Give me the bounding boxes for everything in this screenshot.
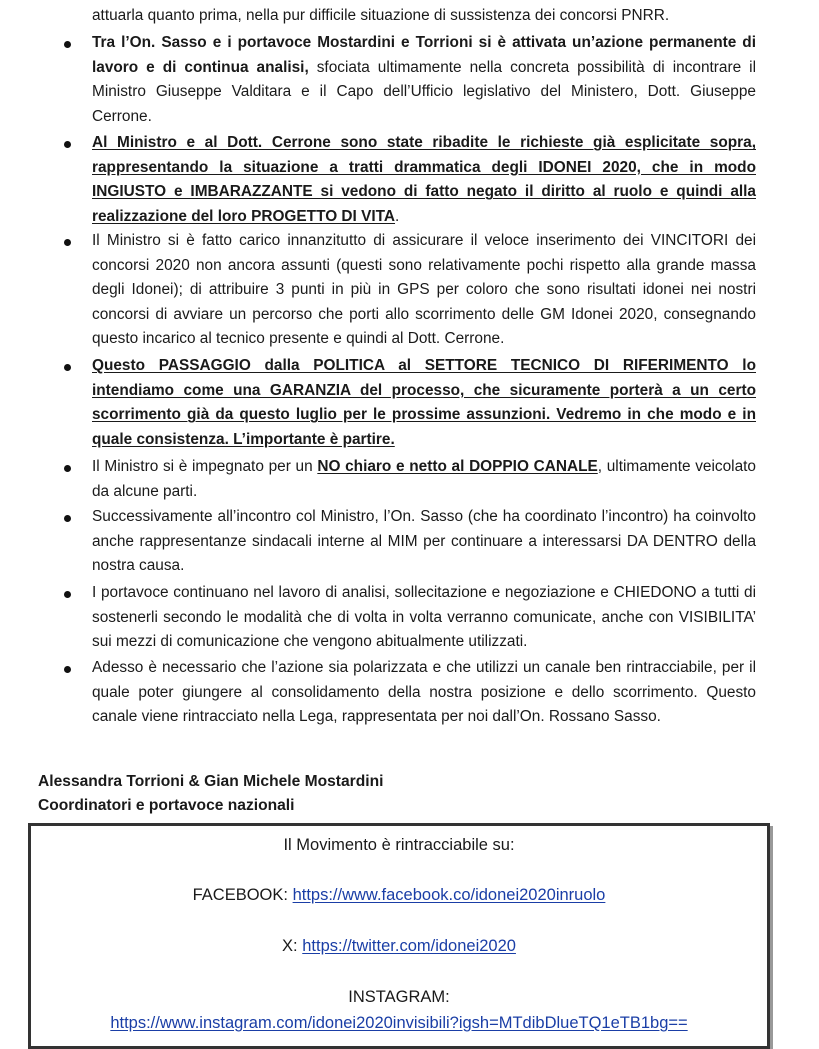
list-item-text: Il Ministro si è impegnato per un [92,458,318,475]
bullet-icon [64,364,71,371]
bullet-icon [64,239,71,246]
list-item [92,656,756,730]
x-label: X: [282,937,303,955]
signature-role: Coordinatori e portavoce nazionali [38,797,295,814]
facebook-line [31,886,767,905]
x-line [31,937,767,956]
signature-block [38,770,383,818]
list-item [92,4,756,29]
list-item-text: , ultimamente veicolato da alcune parti. [92,458,756,500]
list-item-text: attuarla quanto prima, nella pur difficile situazione di sussistenza dei concorsi PNRR. [92,7,670,24]
list-item-text: Adesso è necessario che l’azione sia polarizzata e che utilizzi un canale ben rintracciabile, per il quale poter giungere al consolidamento della nostra posizione e dello scorrimento. Questo canale viene rintracciato nella Lega, rappresentata per noi dall’On. Rossano Sasso. [92,659,756,726]
bullet-icon [64,41,71,48]
list-item-text: . [395,207,400,225]
contact-box [28,823,770,1049]
instagram-label: INSTAGRAM: [348,988,450,1006]
list-item [92,229,756,352]
instagram-link[interactable]: https://www.instagram.com/idonei2020invisibili?igsh=MTdibDlueTQ1eTB1bg== [110,1014,688,1032]
facebook-label: FACEBOOK: [192,886,293,904]
list-item-text: Al Ministro e al Dott. Cerrone sono state ribadite le richieste già esplicitate sopra, rappresentando la situazione a tratti drammatica degli IDONEI 2020, che in modo INGIUSTO e IMBARAZZANTE si vedono di fatto negato il diritto al ruolo e quindi alla realizzazione del loro PROGETTO DI VITA [92,134,756,225]
list-item [92,505,756,579]
list-item [92,581,756,655]
facebook-link[interactable]: https://www.facebook.co/idonei2020inruolo [292,886,606,904]
list-item-text: I portavoce continuano nel lavoro di analisi, sollecitazione e negoziazione e CHIEDONO a tutti di sostenerli secondo le modalità che di volta in volta verranno comunicate, anche con VISIBILITA’ sui mezzi di comunicazione che vengono abitualmente utilizzati. [92,584,756,651]
list-item-text: sfociata ultimamente nella concreta possibilità di incontrare il Ministro Giuseppe Valditara e il Capo dell’Ufficio legislativo del Ministero, Dott. Giuseppe Cerrone. [92,58,756,125]
contact-heading: Il Movimento è rintracciabile su: [283,836,515,854]
bullet-icon [64,591,71,598]
bullet-icon [64,465,71,472]
list-item-text: Questo PASSAGGIO dalla POLITICA al SETTORE TECNICO DI RIFERIMENTO lo intendiamo come una GARANZIA del processo, che sicuramente porterà a un certo scorrimento già da questo luglio per le prossime assunzioni. Vedremo in che modo e in quale consistenza. L’importante è partire. [92,357,756,448]
signature-names: Alessandra Torrioni & Gian Michele Mostardini [38,773,384,790]
list-item [92,354,756,452]
list-item-text: Tra l’On. Sasso e i portavoce Mostardini e Torrioni si è attivata un’azione permanente di lavoro e di continua analisi, [92,34,756,76]
list-item [92,455,756,504]
list-item [92,31,756,129]
list-item-text: NO chiaro e netto al DOPPIO CANALE [317,458,598,475]
bullet-icon [64,666,71,673]
bullet-icon [64,141,71,148]
x-link[interactable]: https://twitter.com/idonei2020 [302,937,516,955]
list-item-text: Il Ministro si è fatto carico innanzitutto di assicurare il veloce inserimento dei VINCITORI dei concorsi 2020 non ancora assunti (questi sono relativamente pochi rispetto alla grande massa degli Idonei); di attribuire 3 punti in più in GPS per coloro che sono risultati idonei nei nostri concorsi di avviare un percorso che porti allo scorrimento delle GM Idonei 2020, consegnando questo incarico al tecnico presente e quindi al Dott. Cerrone. [92,232,756,348]
list-item [92,131,756,229]
bullet-icon [64,515,71,522]
list-item-text: Successivamente all’incontro col Ministro, l’On. Sasso (che ha coordinato l’incontro) ha coinvolto anche rappresentanze sindacali interne al MIM per continuare a interessarsi DA DENTRO della nostra causa. [92,508,756,575]
